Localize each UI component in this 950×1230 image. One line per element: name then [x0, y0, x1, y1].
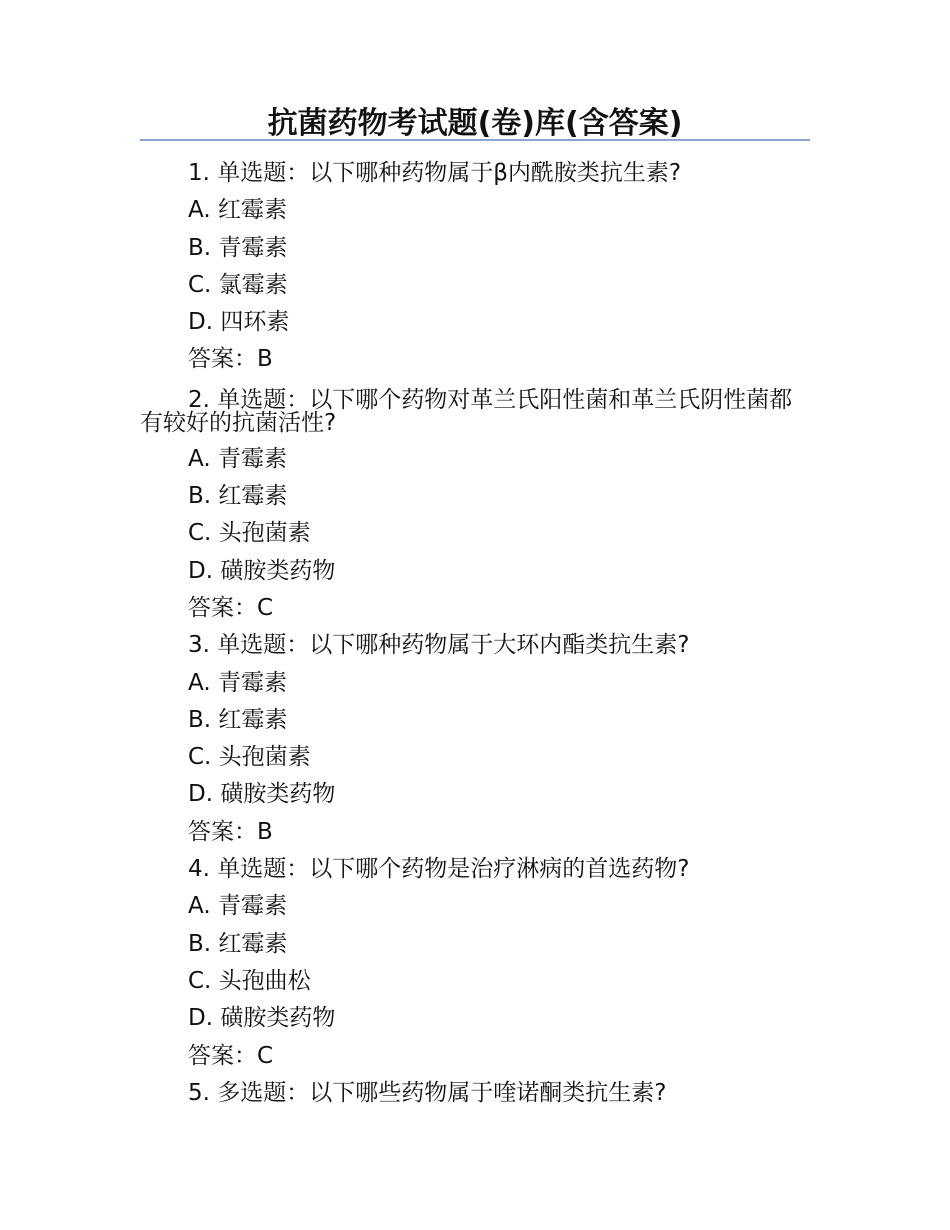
- question-stem: 2. 单选题：以下哪个药物对革兰氏阳性菌和革兰氏阴性菌都有较好的抗菌活性?: [140, 386, 793, 436]
- option-d: D. 四环素: [188, 309, 290, 336]
- question-stem: 1. 单选题：以下哪种药物属于β内酰胺类抗生素?: [188, 160, 682, 186]
- option-d: D. 磺胺类药物: [188, 557, 336, 584]
- question-stem: 4. 单选题：以下哪个药物是治疗淋病的首选药物?: [188, 856, 690, 883]
- title-underline: [140, 139, 810, 141]
- option-c: C. 头孢曲松: [188, 967, 311, 994]
- answer: 答案：C: [188, 594, 274, 621]
- option-a: A. 红霉素: [188, 197, 287, 224]
- option-b: B. 红霉素: [188, 930, 288, 957]
- document-title: 抗菌药物考试题(卷)库(含答案): [267, 106, 683, 141]
- option-c: C. 头孢菌素: [188, 744, 311, 771]
- option-c: C. 氯霉素: [188, 271, 288, 298]
- option-b: B. 红霉素: [188, 483, 288, 510]
- option-d: D. 磺胺类药物: [188, 781, 336, 808]
- question-stem: 3. 单选题：以下哪种药物属于大环内酯类抗生素?: [188, 632, 690, 659]
- option-b: B. 红霉素: [188, 706, 288, 733]
- answer: 答案：C: [188, 1042, 274, 1069]
- option-a: A. 青霉素: [188, 669, 287, 696]
- option-a: A. 青霉素: [188, 893, 287, 920]
- option-d: D. 磺胺类药物: [188, 1005, 336, 1032]
- option-b: B. 青霉素: [188, 234, 288, 261]
- question-stem: 5. 多选题：以下哪些药物属于喹诺酮类抗生素?: [188, 1079, 667, 1106]
- option-a: A. 青霉素: [188, 445, 287, 472]
- answer: 答案：B: [188, 818, 273, 845]
- option-c: C. 头孢菌素: [188, 520, 311, 547]
- question-list: [0, 155, 950, 1112]
- answer: 答案：B: [188, 346, 273, 373]
